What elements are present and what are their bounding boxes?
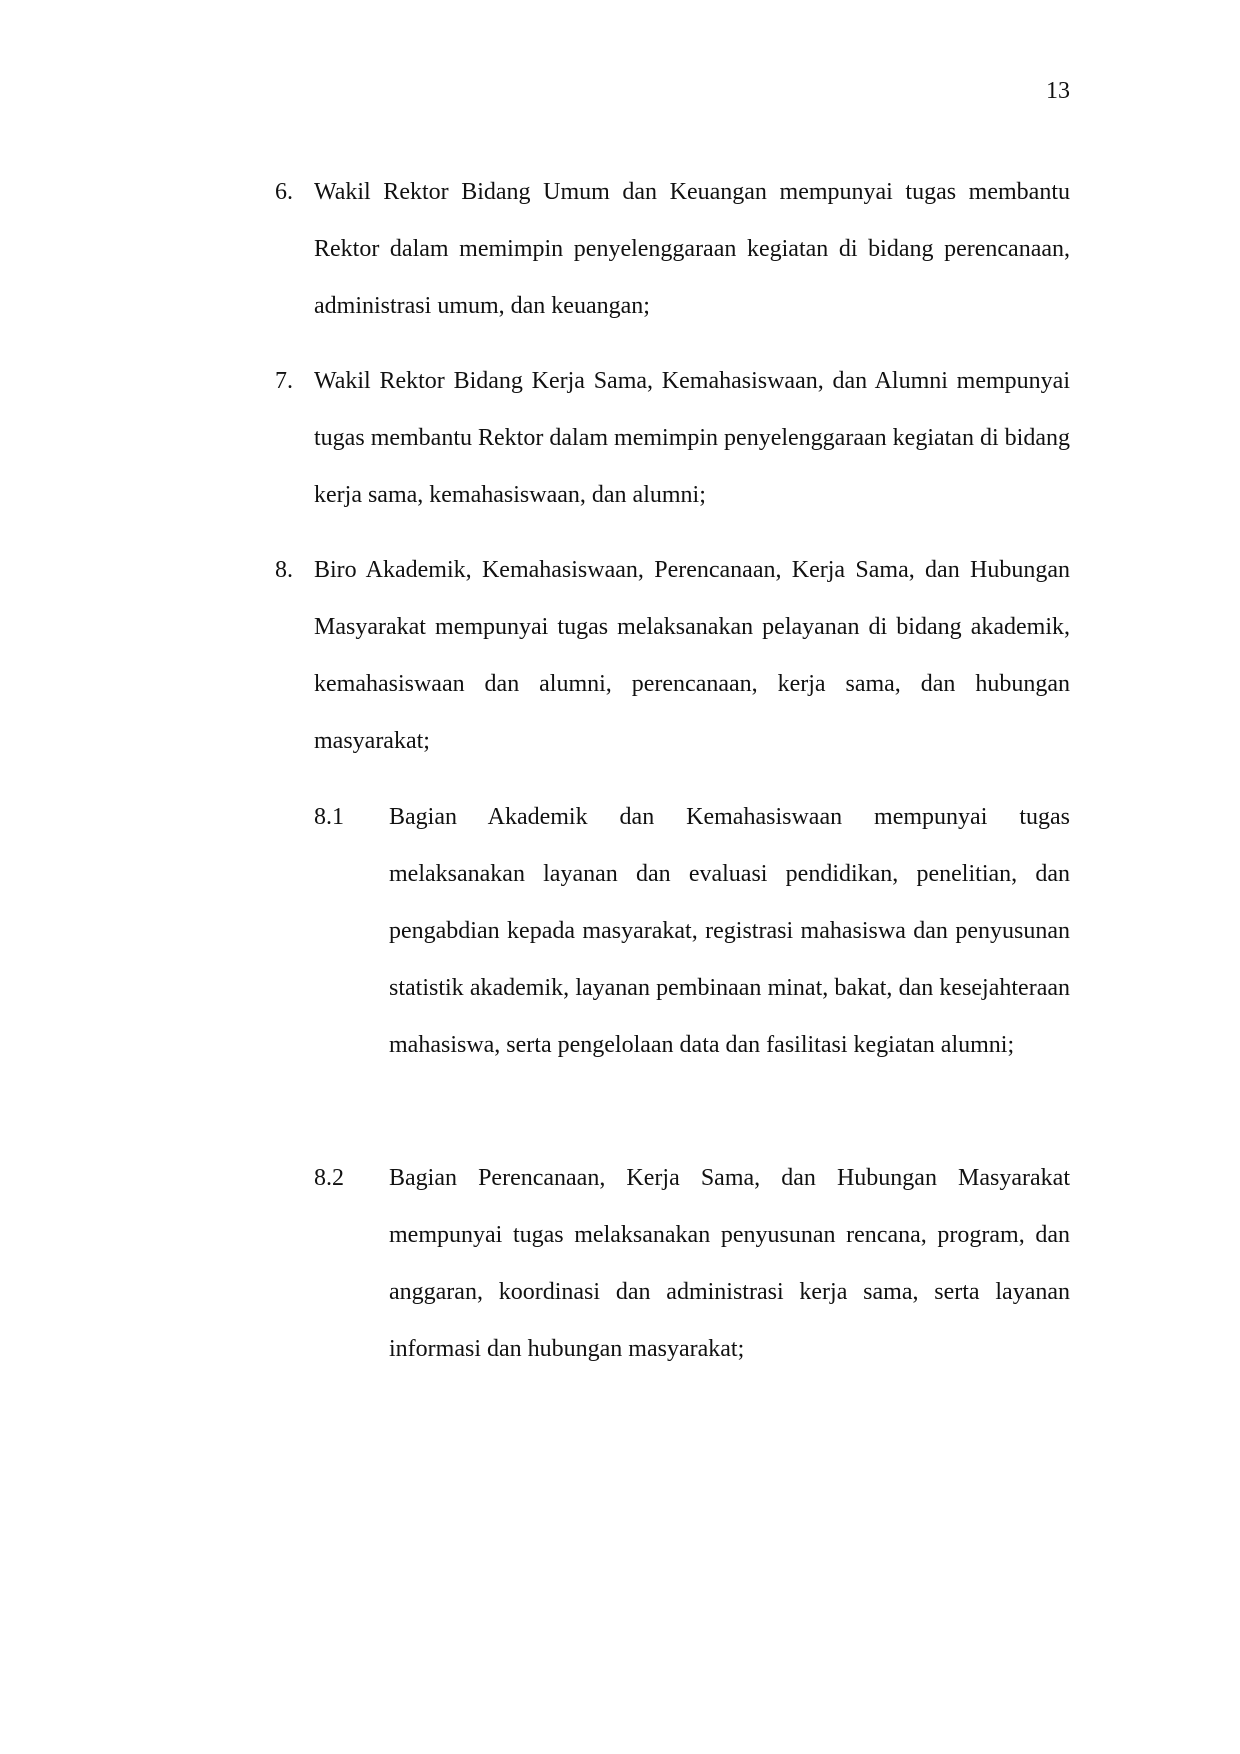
list-item-8 (275, 542, 1070, 770)
page-number: 13 (1046, 78, 1070, 104)
list-item-6 (275, 164, 1070, 335)
sub-item-text: Bagian Perencanaan, Kerja Sama, dan Hubungan Masyarakat mempunyai tugas melaksanakan penyusunan rencana, program, dan anggaran, koordinasi dan administrasi kerja sama, serta layanan informasi dan hubungan masyarakat; (389, 1165, 1070, 1362)
sub-item-8-1 (314, 789, 1070, 1074)
sub-item-8-2 (314, 1150, 1070, 1378)
sub-item-number: 8.1 (314, 804, 344, 830)
sub-item-text: Bagian Akademik dan Kemahasiswaan mempunyai tugas melaksanakan layanan dan evaluasi pendidikan, penelitian, dan pengabdian kepada masyarakat, registrasi mahasiswa dan penyusunan statistik akademik, layanan pembinaan minat, bakat, dan kesejahteraan mahasiswa, serta pengelolaan data dan fasilitasi kegiatan alumni; (389, 804, 1070, 1058)
list-item-text: Wakil Rektor Bidang Kerja Sama, Kemahasiswaan, dan Alumni mempunyai tugas membantu Rektor dalam memimpin penyelenggaraan kegiatan di bidang kerja sama, kemahasiswaan, dan alumni; (314, 368, 1070, 508)
list-item-text: Biro Akademik, Kemahasiswaan, Perencanaan, Kerja Sama, dan Hubungan Masyarakat mempunyai tugas melaksanakan pelayanan di bidang akademik, kemahasiswaan dan alumni, perencanaan, kerja sama, dan hubungan masyarakat; (314, 557, 1070, 754)
list-item-7 (275, 353, 1070, 524)
list-item-number: 8. (275, 557, 293, 583)
list-item-number: 6. (275, 179, 293, 205)
list-item-text: Wakil Rektor Bidang Umum dan Keuangan mempunyai tugas membantu Rektor dalam memimpin penyelenggaraan kegiatan di bidang perencanaan, administrasi umum, dan keuangan; (314, 179, 1070, 319)
sub-item-number: 8.2 (314, 1165, 344, 1191)
list-item-number: 7. (275, 368, 293, 394)
